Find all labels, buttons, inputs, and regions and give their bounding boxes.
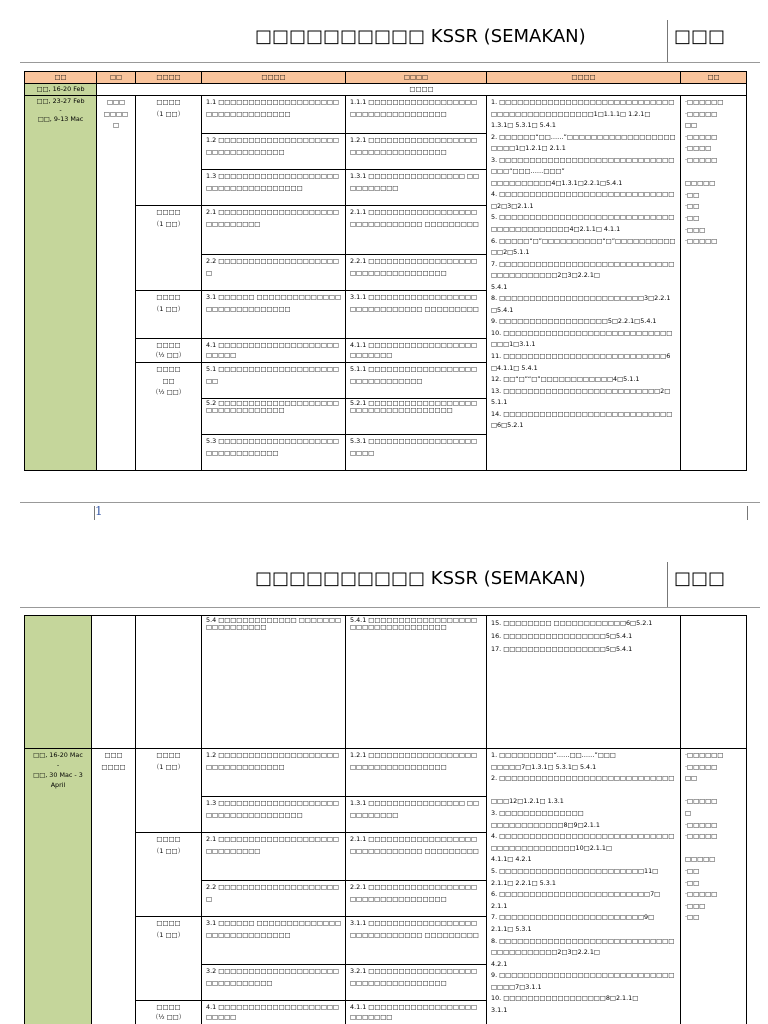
content-standard-cell: 2.1 □□□□□□□□□□□□□□□□□□□□□□□□□□□□□: [202, 833, 346, 881]
skill-cell: [136, 616, 202, 749]
activity-line: 8. □□□□□□□□□□□□□□□□□□□□□□□□3□2.2.1□5.4.1: [491, 294, 671, 314]
activities-cell: [487, 616, 681, 749]
week-cell: [25, 616, 92, 749]
activity-line: 4. □□□□□□□□□□□□□□□□□□□□□□□□□□□□□□□□□□□□□□□□□□□10□2.1.1□: [491, 832, 675, 852]
activity-line: 8. □□□□□□□□□□□□□□□□□□□□□□□□□□□□□□□□□□□□□□□□2□3□2.2.1□: [491, 936, 675, 957]
week-cell: □□, 16-20 Mac - □□, 30 Mac - 3 April: [25, 749, 92, 1024]
learning-standard-cell: 5.4.1 □□□□□□□□□□□□□□□□□□□□□□□□□□□□□□□□□□: [346, 616, 487, 749]
skill-cell: □□□□ （1 □□）: [136, 833, 202, 917]
theme-cell: □□□ □□□□□: [97, 96, 136, 471]
activity-line: 1. □□□□□□□□□“……□□……”□□□: [491, 751, 616, 759]
content-standard-cell: 2.2 □□□□□□□□□□□□□□□□□□□□□: [202, 881, 346, 917]
activity-line: 3. □□□□□□□□□□□□□□□□□□□□□□□□□□□□□□□□“□□□……□□□”: [491, 155, 675, 176]
activity-line: 6. □□□□□“□”□□□□□□□□□□“□”□□□□□□□□□□□□2□5.1.1: [491, 236, 676, 257]
remarks-cell: ·□□□□□□ ·□□□□□ □□ ·□□□□□ ·□□□□ ·□□□□□ □□□□□ ·□□ ·□□ ·□□ ·□□□ ·□□□□□: [681, 96, 747, 471]
activity-line: 1. □□□□□□□□□□□□□□□□□□□□□□□□□□□□□□□□□□□□□□□□□□□□□□1□1.1.1□ 1.2.1□: [491, 98, 675, 118]
column-header: □□□□: [136, 72, 202, 84]
activity-line: 12. □□“□”“□”□□□□□□□□□□□□4□5.1.1: [491, 375, 640, 384]
activity-line: 5.4.1: [491, 282, 508, 291]
activities-cell: [487, 96, 681, 471]
document-title: □□□□□□□□□□ KSSR (SEMAKAN): [255, 568, 586, 589]
lesson-plan-table: [24, 615, 747, 1024]
learning-standard-cell: 2.2.1 □□□□□□□□□□□□□□□□□□□□□□□□□□□□□□□□□□: [346, 881, 487, 917]
learning-standard-cell: 1.1.1 □□□□□□□□□□□□□□□□□□□□□□□□□□□□□□□□□□: [346, 96, 487, 134]
content-standard-cell: 5.1 □□□□□□□□□□□□□□□□□□□□□□: [202, 363, 346, 399]
content-standard-cell: 5.3 □□□□□□□□□□□□□□□□□□□□□□□□□□□□□□□□: [202, 435, 346, 471]
learning-standard-cell: 4.1.1 □□□□□□□□□□□□□□□□□□□□□□□□□: [346, 339, 487, 363]
content-standard-cell: 1.2 □□□□□□□□□□□□□□□□□□□□□□□□□□□□□□□□□: [202, 749, 346, 797]
activity-line: 5. □□□□□□□□□□□□□□□□□□□□□□□□□□□□□□□□□□□□□□□□□□4□2.1.1□ 4.1.1: [491, 213, 675, 234]
skill-cell: □□□□ □□ （½ □□）: [136, 363, 202, 471]
activity-line: 2.1.1□ 2.2.1□ 5.3.1: [491, 878, 556, 887]
activity-line: 3. □□□□□□□□□□□□□□: [491, 808, 584, 817]
header-right-label: □□□: [674, 26, 726, 47]
footer-divider: [747, 506, 748, 520]
activity-line: 17. □□□□□□□□□□□□□□□□□5□5.4.1: [491, 645, 633, 653]
table-row: [25, 616, 747, 749]
learning-standard-cell: 3.1.1 □□□□□□□□□□□□□□□□□□□□□□□□□□□□□□ □□□□□□□□□: [346, 917, 487, 965]
table-row: [25, 749, 747, 797]
content-standard-cell: 4.1 □□□□□□□□□□□□□□□□□□□□□□□□□: [202, 1001, 346, 1024]
learning-standard-cell: 5.2.1 □□□□□□□□□□□□□□□□□□□□□□□□□□□□□□□□□□□: [346, 399, 487, 435]
column-header: □□: [97, 72, 136, 84]
holiday-row: [25, 84, 747, 96]
activity-line: 14. □□□□□□□□□□□□□□□□□□□□□□□□□□□□□6□5.2.1: [491, 409, 673, 430]
header-divider: [667, 562, 668, 608]
skill-cell: □□□□ （1 □□）: [136, 291, 202, 339]
content-standard-cell: 5.2 □□□□□□□□□□□□□□□□□□□□□□□□□□□□□□□□□: [202, 399, 346, 435]
skill-cell: □□□□ （1 □□）: [136, 206, 202, 291]
column-header: □□□□: [487, 72, 681, 84]
learning-standard-cell: 3.2.1 □□□□□□□□□□□□□□□□□□□□□□□□□□□□□□□□□□: [346, 965, 487, 1001]
learning-standard-cell: 3.1.1 □□□□□□□□□□□□□□□□□□□□□□□□□□□□□□ □□□□□□□□□: [346, 291, 487, 339]
activity-line: 4.1.1□ 4.2.1: [491, 855, 532, 864]
activity-line: 10. □□□□□□□□□□□□□□□□□□□□□□□□□□□□□□□1□3.1.1: [491, 328, 673, 349]
skill-cell: □□□□ （1 □□）: [136, 96, 202, 206]
activity-line: 6. □□□□□□□□□□□□□□□□□□□□□□□□□7□: [491, 890, 661, 899]
activity-line: 2. □□□□□□“□□……”□□□□□□□□□□□□□□□□□□□□□□1□1.2.1□ 2.1.1: [491, 132, 676, 153]
week-cell: □□, 23-27 Feb - □□, 9-13 Mac: [25, 96, 97, 471]
learning-standard-cell: 4.1.1 □□□□□□□□□□□□□□□□□□□□□□□□□: [346, 1001, 487, 1024]
theme-cell: [92, 616, 136, 749]
content-standard-cell: 3.2 □□□□□□□□□□□□□□□□□□□□□□□□□□□□□□□: [202, 965, 346, 1001]
lesson-plan-table: [24, 71, 747, 471]
learning-standard-cell: 1.2.1 □□□□□□□□□□□□□□□□□□□□□□□□□□□□□□□□□□: [346, 134, 487, 170]
activity-line: □□□□□□□□□□□□8□9□2.1.1: [491, 820, 600, 829]
learning-standard-cell: 2.1.1 □□□□□□□□□□□□□□□□□□□□□□□□□□□□□□ □□□□□□□□□: [346, 206, 487, 255]
footer-divider: [94, 506, 95, 520]
skill-cell: □□□□ （1 □□）: [136, 749, 202, 833]
activity-line: 2. □□□□□□□□□□□□□□□□□□□□□□□□□□□□□: [491, 774, 675, 783]
remarks-cell: [681, 616, 747, 749]
column-header: □□□□: [346, 72, 487, 84]
activity-line: □□□12□1.2.1□ 1.3.1: [491, 797, 564, 806]
content-standard-cell: 1.1 □□□□□□□□□□□□□□□□□□□□□□□□□□□□□□□□□□: [202, 96, 346, 134]
activity-line: 10. □□□□□□□□□□□□□□□□□8□2.1.1□: [491, 994, 639, 1003]
activity-line: □□□□□□□□□□4□1.3.1□2.2.1□5.4.1: [491, 178, 623, 187]
skill-cell: □□□□ （½ □□）: [136, 1001, 202, 1024]
learning-standard-cell: 1.2.1 □□□□□□□□□□□□□□□□□□□□□□□□□□□□□□□□□□: [346, 749, 487, 797]
content-standard-cell: 4.1 □□□□□□□□□□□□□□□□□□□□□□□□□: [202, 339, 346, 363]
content-standard-cell: 1.2 □□□□□□□□□□□□□□□□□□□□□□□□□□□□□□□□□: [202, 134, 346, 170]
activity-line: 2.1.1: [491, 901, 508, 910]
column-header: □□: [681, 72, 747, 84]
content-standard-cell: 3.1 □□□□□□ □□□□□□□□□□□□□□□□□□□□□□□□□□□□: [202, 917, 346, 965]
content-standard-cell: 3.1 □□□□□□ □□□□□□□□□□□□□□□□□□□□□□□□□□□□: [202, 291, 346, 339]
skill-cell: □□□□ （1 □□）: [136, 917, 202, 1001]
page-number: 1: [95, 504, 103, 518]
learning-standard-cell: 5.3.1 □□□□□□□□□□□□□□□□□□□□□□: [346, 435, 487, 471]
activity-line: 1.3.1□ 5.3.1□ 5.4.1: [491, 121, 556, 130]
skill-cell: □□□□ （½ □□）: [136, 339, 202, 363]
content-standard-cell: 2.2 □□□□□□□□□□□□□□□□□□□□□: [202, 255, 346, 291]
learning-standard-cell: 5.1.1 □□□□□□□□□□□□□□□□□□□□□□□□□□□□□□: [346, 363, 487, 399]
column-header: □□: [25, 72, 97, 84]
header-rule: [20, 607, 760, 608]
learning-standard-cell: 1.3.1 □□□□□□□□□□□□□□□□ □□□□□□□□□□: [346, 170, 487, 206]
activity-line: 11. □□□□□□□□□□□□□□□□□□□□□□□□□□□6□4.1.1□ 5.4.1: [491, 352, 671, 372]
activity-line: 13. □□□□□□□□□□□□□□□□□□□□□□□□□□2□5.1.1: [491, 386, 671, 407]
header-right-label: □□□: [674, 568, 726, 589]
activities-cell: [487, 749, 681, 1024]
activity-line: 7. □□□□□□□□□□□□□□□□□□□□□□□□□□□□□□□□□□□□□□□□2□3□2.2.1□: [491, 259, 675, 280]
learning-standard-cell: 1.3.1 □□□□□□□□□□□□□□□□ □□□□□□□□□□: [346, 797, 487, 833]
activity-line: 15. □□□□□□□□ □□□□□□□□□□□□6□5.2.1: [491, 619, 653, 627]
column-header: □□□□: [202, 72, 346, 84]
document-title: □□□□□□□□□□ KSSR (SEMAKAN): [255, 26, 586, 47]
activity-line: 5. □□□□□□□□□□□□□□□□□□□□□□□□11□: [491, 866, 659, 875]
footer-rule: [20, 502, 760, 503]
theme-cell: □□□ □□□□: [92, 749, 136, 1024]
remarks-cell: ·□□□□□□ ·□□□□□ □□ ·□□□□□ □ ·□□□□□ ·□□□□□ □□□□□ ·□□ ·□□ ·□□□□□ ·□□□ ·□□: [681, 749, 747, 1024]
header-divider: [667, 20, 668, 62]
activity-line: 2.1.1□ 5.3.1: [491, 924, 532, 933]
content-standard-cell: 1.3 □□□□□□□□□□□□□□□□□□□□□□□□□□□□□□□□□□□□: [202, 797, 346, 833]
content-standard-cell: 1.3 □□□□□□□□□□□□□□□□□□□□□□□□□□□□□□□□□□□□: [202, 170, 346, 206]
page-2: [0, 560, 768, 1024]
activity-line: 9. □□□□□□□□□□□□□□□□□□5□2.2.1□5.4.1: [491, 317, 657, 326]
activity-line: 9. □□□□□□□□□□□□□□□□□□□□□□□□□□□□□□□□□7□3.1.1: [491, 971, 675, 991]
learning-standard-cell: 2.1.1 □□□□□□□□□□□□□□□□□□□□□□□□□□□□□□ □□□□□□□□□: [346, 833, 487, 881]
content-standard-cell: 2.1 □□□□□□□□□□□□□□□□□□□□□□□□□□□□□: [202, 206, 346, 255]
table-row: [25, 96, 747, 134]
activity-line: 3.1.1: [491, 1006, 508, 1015]
activity-line: [491, 785, 676, 797]
week-cell: □□, 16-20 Feb: [25, 84, 97, 96]
holiday-label: □□□□: [97, 84, 747, 96]
header-rule: [20, 62, 760, 63]
activity-line: □□□□□7□1.3.1□ 5.3.1□ 5.4.1: [491, 762, 597, 771]
activity-line: 7. □□□□□□□□□□□□□□□□□□□□□□□□9□: [491, 913, 655, 922]
activity-line: 4. □□□□□□□□□□□□□□□□□□□□□□□□□□□□□□2□3□2.1.1: [491, 190, 675, 210]
activity-line: 4.2.1: [491, 959, 508, 968]
learning-standard-cell: 2.2.1 □□□□□□□□□□□□□□□□□□□□□□□□□□□□□□□□□□: [346, 255, 487, 291]
activity-line: 16. □□□□□□□□□□□□□□□□□5□5.4.1: [491, 632, 633, 640]
table-header-row: [25, 72, 747, 84]
content-standard-cell: 5.4 □□□□□□□□□□□□□ □□□□□□□□□□□□□□□□□: [202, 616, 346, 749]
